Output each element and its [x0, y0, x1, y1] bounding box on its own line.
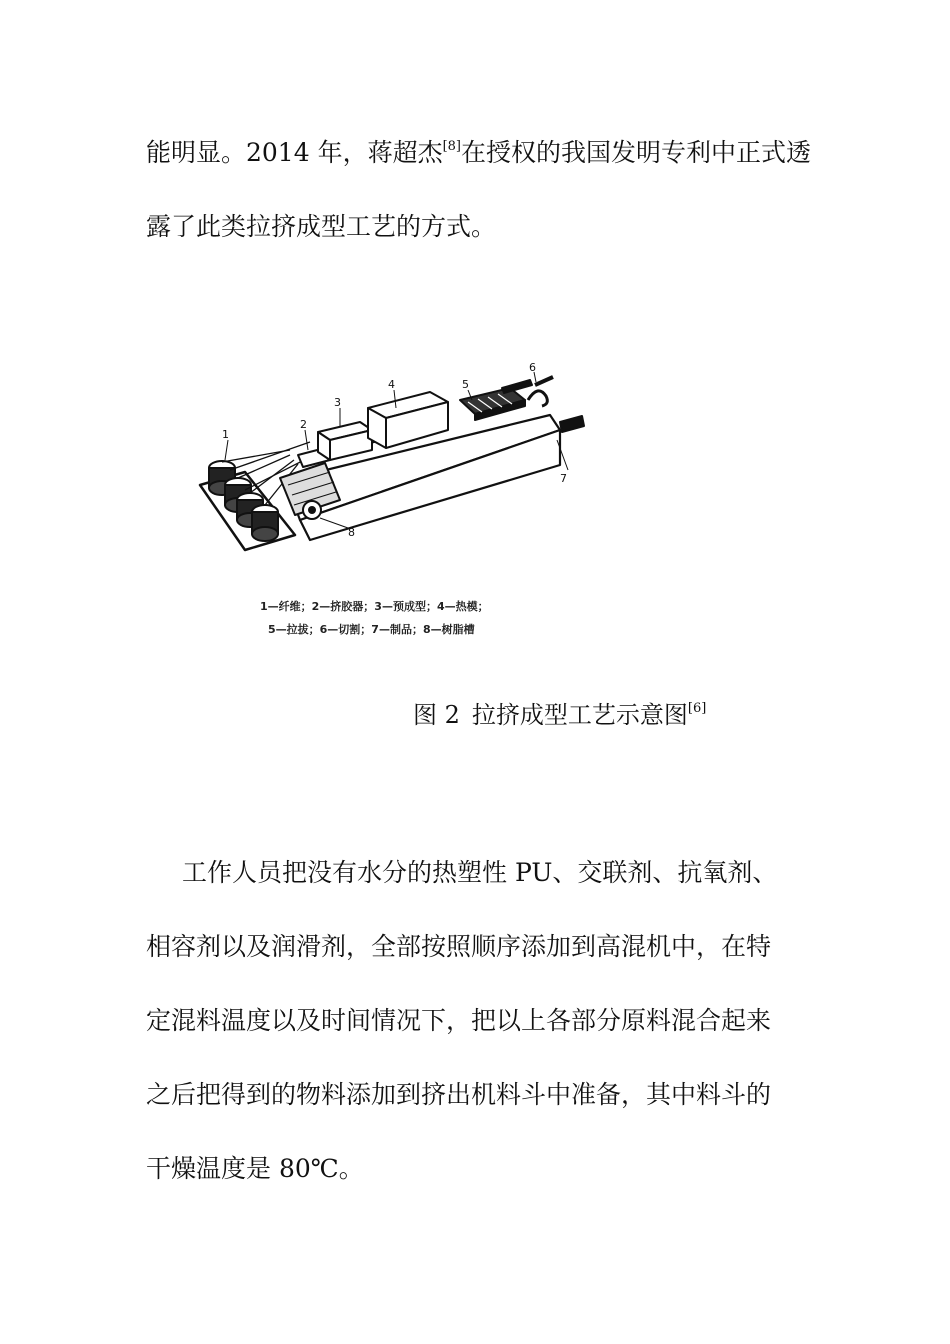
citation-ref: [8] — [442, 139, 461, 154]
cutter-handle — [535, 377, 553, 385]
text-span: 能明显。2014 年，蒋超杰 — [146, 138, 443, 167]
leader-line-2 — [305, 430, 308, 450]
leader-line-1 — [225, 440, 228, 460]
paragraph1-line2: 露了此类拉挤成型工艺的方式。 — [146, 212, 497, 241]
label-3: 3 — [334, 396, 341, 409]
caption-number: 图 2 — [413, 701, 460, 729]
pultrusion-diagram — [190, 360, 590, 580]
label-6: 6 — [529, 361, 536, 374]
paragraph2-line2: 相容剂以及润滑剂，全部按照顺序添加到高混机中，在特 — [146, 932, 772, 961]
paragraph2-line4: 之后把得到的物料添加到挤出机料斗中准备，其中料斗的 — [146, 1080, 772, 1109]
label-1: 1 — [222, 428, 229, 441]
label-7: 7 — [560, 472, 567, 485]
label-2: 2 — [300, 418, 307, 431]
label-4: 4 — [388, 378, 395, 391]
citation-ref: [6] — [687, 701, 707, 716]
product-bar — [560, 416, 584, 432]
figure-legend-line2: 5—拉拔；6—切割；7—制品；8—树脂槽 — [268, 623, 475, 636]
label-5: 5 — [462, 378, 469, 391]
figure-caption — [413, 695, 706, 730]
figure-legend-line1: 1—纤维；2—挤胶器；3—预成型；4—热模； — [260, 600, 489, 613]
label-8: 8 — [348, 526, 355, 539]
paragraph2-line5: 干燥温度是 80℃。 — [146, 1154, 364, 1183]
paragraph2-line1: 工作人员把没有水分的热塑性 PU、交联剂、抗氧剂、 — [182, 858, 778, 887]
text-span: 在授权的我国发明专利中正式透 — [461, 138, 812, 167]
caption-text: 拉挤成型工艺示意图 — [471, 701, 688, 729]
paragraph2-line3: 定混料温度以及时间情况下，把以上各部分原料混合起来 — [146, 1006, 772, 1035]
paragraph1-line1 — [146, 138, 812, 168]
roller-axle — [309, 507, 315, 513]
cutter-blade — [528, 391, 547, 406]
cutter-arm — [502, 380, 532, 393]
